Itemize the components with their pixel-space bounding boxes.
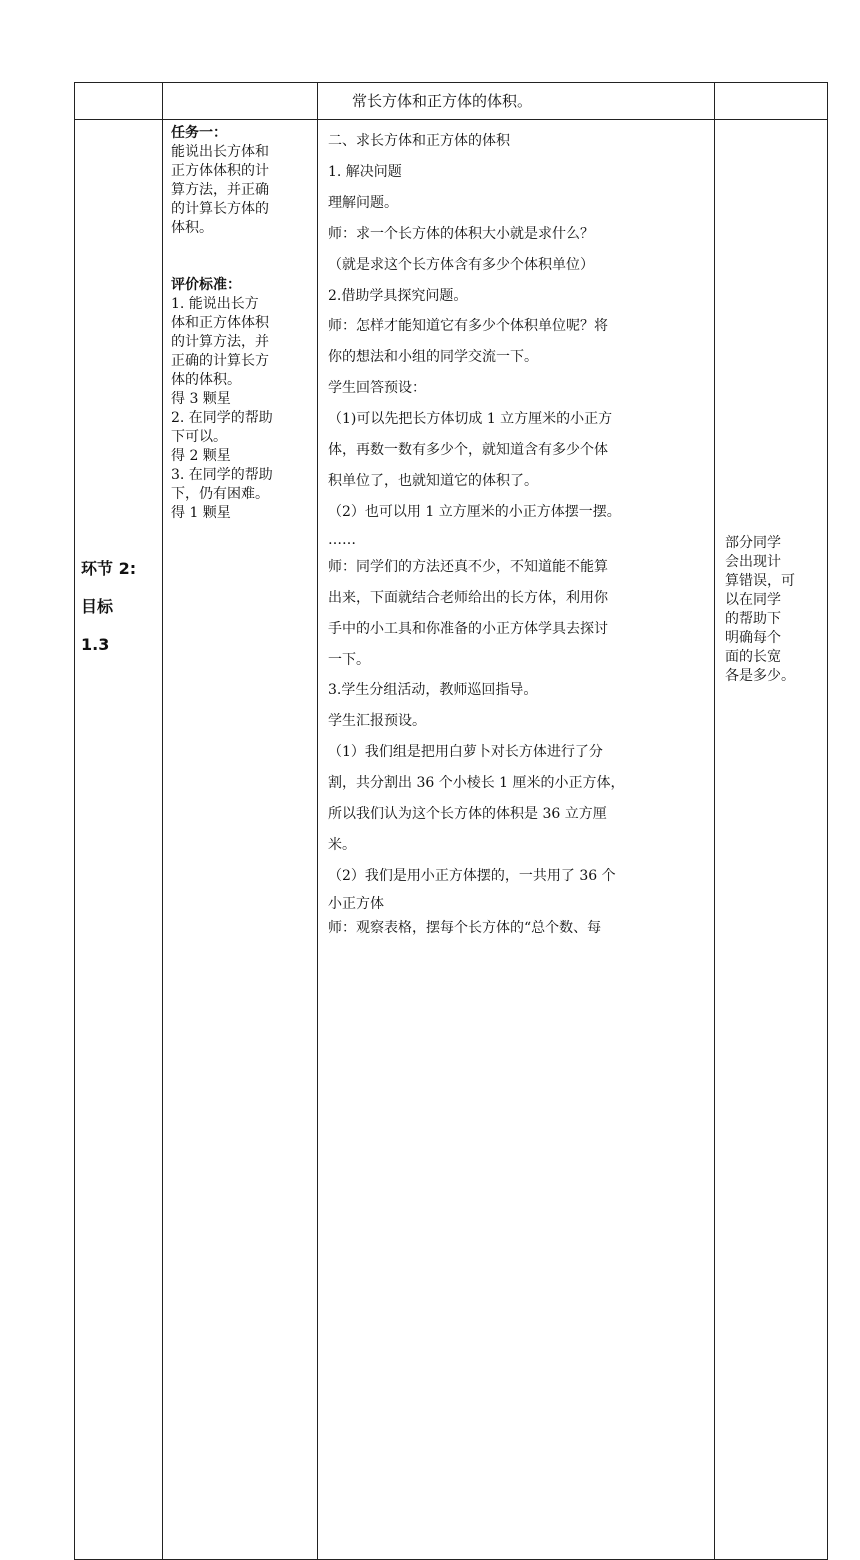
note-line: 的帮助下 bbox=[725, 611, 781, 627]
task-line: 能说出长方体和 bbox=[171, 144, 269, 160]
process-cell-top bbox=[318, 83, 715, 120]
notes-cell bbox=[715, 120, 828, 1560]
notes-cell-top bbox=[715, 83, 828, 120]
task-line: 正方体体积的计 bbox=[171, 163, 269, 179]
process-line: 师：同学们的方法还真不少，不知道能不能算 bbox=[328, 558, 608, 575]
criteria-line: 正确的计算长方 bbox=[171, 353, 269, 369]
criteria-line: 2. 在同学的帮助 bbox=[171, 410, 273, 426]
note-line: 会出现计 bbox=[725, 554, 781, 570]
process-cell bbox=[318, 120, 715, 1560]
process-top-text: 常长方体和正方体的体积。 bbox=[352, 92, 533, 110]
process-line: 小正方体 bbox=[328, 895, 384, 912]
process-line: 出来，下面就结合老师给出的长方体，利用你 bbox=[328, 589, 608, 606]
process-line: （1）我们组是把用白萝卜对长方体进行了分 bbox=[328, 744, 603, 761]
criteria-line: 体和正方体体积 bbox=[171, 315, 269, 331]
lesson-plan-table bbox=[74, 82, 828, 1560]
process-line: 学生汇报预设。 bbox=[328, 713, 426, 730]
process-line: 割，共分割出 36 个小棱长 1 厘米的小正方体， bbox=[328, 775, 625, 792]
note-line: 面的长宽 bbox=[725, 649, 781, 665]
stage-goal-label: 目标 bbox=[81, 597, 114, 616]
task-line: 算方法，并正确 bbox=[171, 182, 269, 198]
stage-cell bbox=[75, 120, 163, 1560]
process-line: 手中的小工具和你准备的小正方体学具去探讨 bbox=[328, 620, 608, 637]
process-line: 师：求一个长方体的体积大小就是求什么？ bbox=[328, 225, 594, 242]
table-row bbox=[75, 83, 828, 120]
process-line: 师：观察表格，摆每个长方体的“总个数、每 bbox=[328, 919, 602, 936]
criteria-line: 3. 在同学的帮助 bbox=[171, 467, 273, 483]
criteria-line: 下，仍有困难。 bbox=[171, 486, 269, 502]
spacer bbox=[171, 238, 313, 276]
process-line: …… bbox=[328, 531, 356, 548]
process-line: 师：怎样才能知道它有多少个体积单位呢？将 bbox=[328, 318, 608, 335]
process-line: 一下。 bbox=[328, 651, 370, 668]
note-line: 部分同学 bbox=[725, 535, 781, 551]
task-line: 的计算长方体的 bbox=[171, 201, 269, 217]
process-line: 积单位了，也就知道它的体积了。 bbox=[328, 472, 538, 489]
process-line: 2.借助学具探究问题。 bbox=[328, 287, 468, 304]
table-row bbox=[75, 120, 828, 1560]
criteria-line: 1. 能说出长方 bbox=[171, 296, 259, 312]
process-line: 1. 解决问题 bbox=[328, 163, 402, 180]
process-line: （2）我们是用小正方体摆的，一共用了 36 个 bbox=[328, 867, 616, 884]
note-line: 以在同学 bbox=[725, 592, 781, 608]
criteria-line: 体的体积。 bbox=[171, 372, 241, 388]
stage-goal-number: 1.3 bbox=[81, 635, 110, 654]
process-line: 理解问题。 bbox=[328, 194, 398, 211]
criteria-line: 得 1 颗星 bbox=[171, 505, 231, 521]
process-line: 3.学生分组活动，教师巡回指导。 bbox=[328, 682, 538, 699]
stage-cell-top bbox=[75, 83, 163, 120]
note-line: 算错误，可 bbox=[725, 573, 795, 589]
criteria-line: 下可以。 bbox=[171, 429, 227, 445]
note-line: 明确每个 bbox=[725, 630, 781, 646]
criteria-title: 评价标准： bbox=[171, 277, 241, 293]
process-line: （2）也可以用 1 立方厘米的小正方体摆一摆。 bbox=[328, 503, 621, 520]
process-line: （就是求这个长方体含有多少个体积单位） bbox=[328, 256, 594, 273]
task-title: 任务一： bbox=[171, 125, 227, 141]
process-line: 你的想法和小组的同学交流一下。 bbox=[328, 349, 538, 366]
process-line: （1)可以先把长方体切成 1 立方厘米的小正方 bbox=[328, 411, 613, 428]
note-line: 各是多少。 bbox=[725, 668, 795, 684]
process-line: 所以我们认为这个长方体的体积是 36 立方厘 bbox=[328, 806, 607, 823]
task-cell-top bbox=[163, 83, 318, 120]
process-line: 体，再数一数有多少个，就知道含有多少个体 bbox=[328, 442, 608, 459]
process-line: 二、求长方体和正方体的体积 bbox=[328, 133, 510, 149]
task-cell bbox=[163, 120, 318, 1560]
process-line: 米。 bbox=[328, 836, 356, 853]
criteria-line: 的计算方法，并 bbox=[171, 334, 269, 350]
stage-label: 环节 2: bbox=[81, 559, 137, 578]
criteria-line: 得 3 颗星 bbox=[171, 391, 231, 407]
task-line: 体积。 bbox=[171, 220, 213, 236]
criteria-line: 得 2 颗星 bbox=[171, 448, 231, 464]
process-line: 学生回答预设： bbox=[328, 380, 426, 397]
